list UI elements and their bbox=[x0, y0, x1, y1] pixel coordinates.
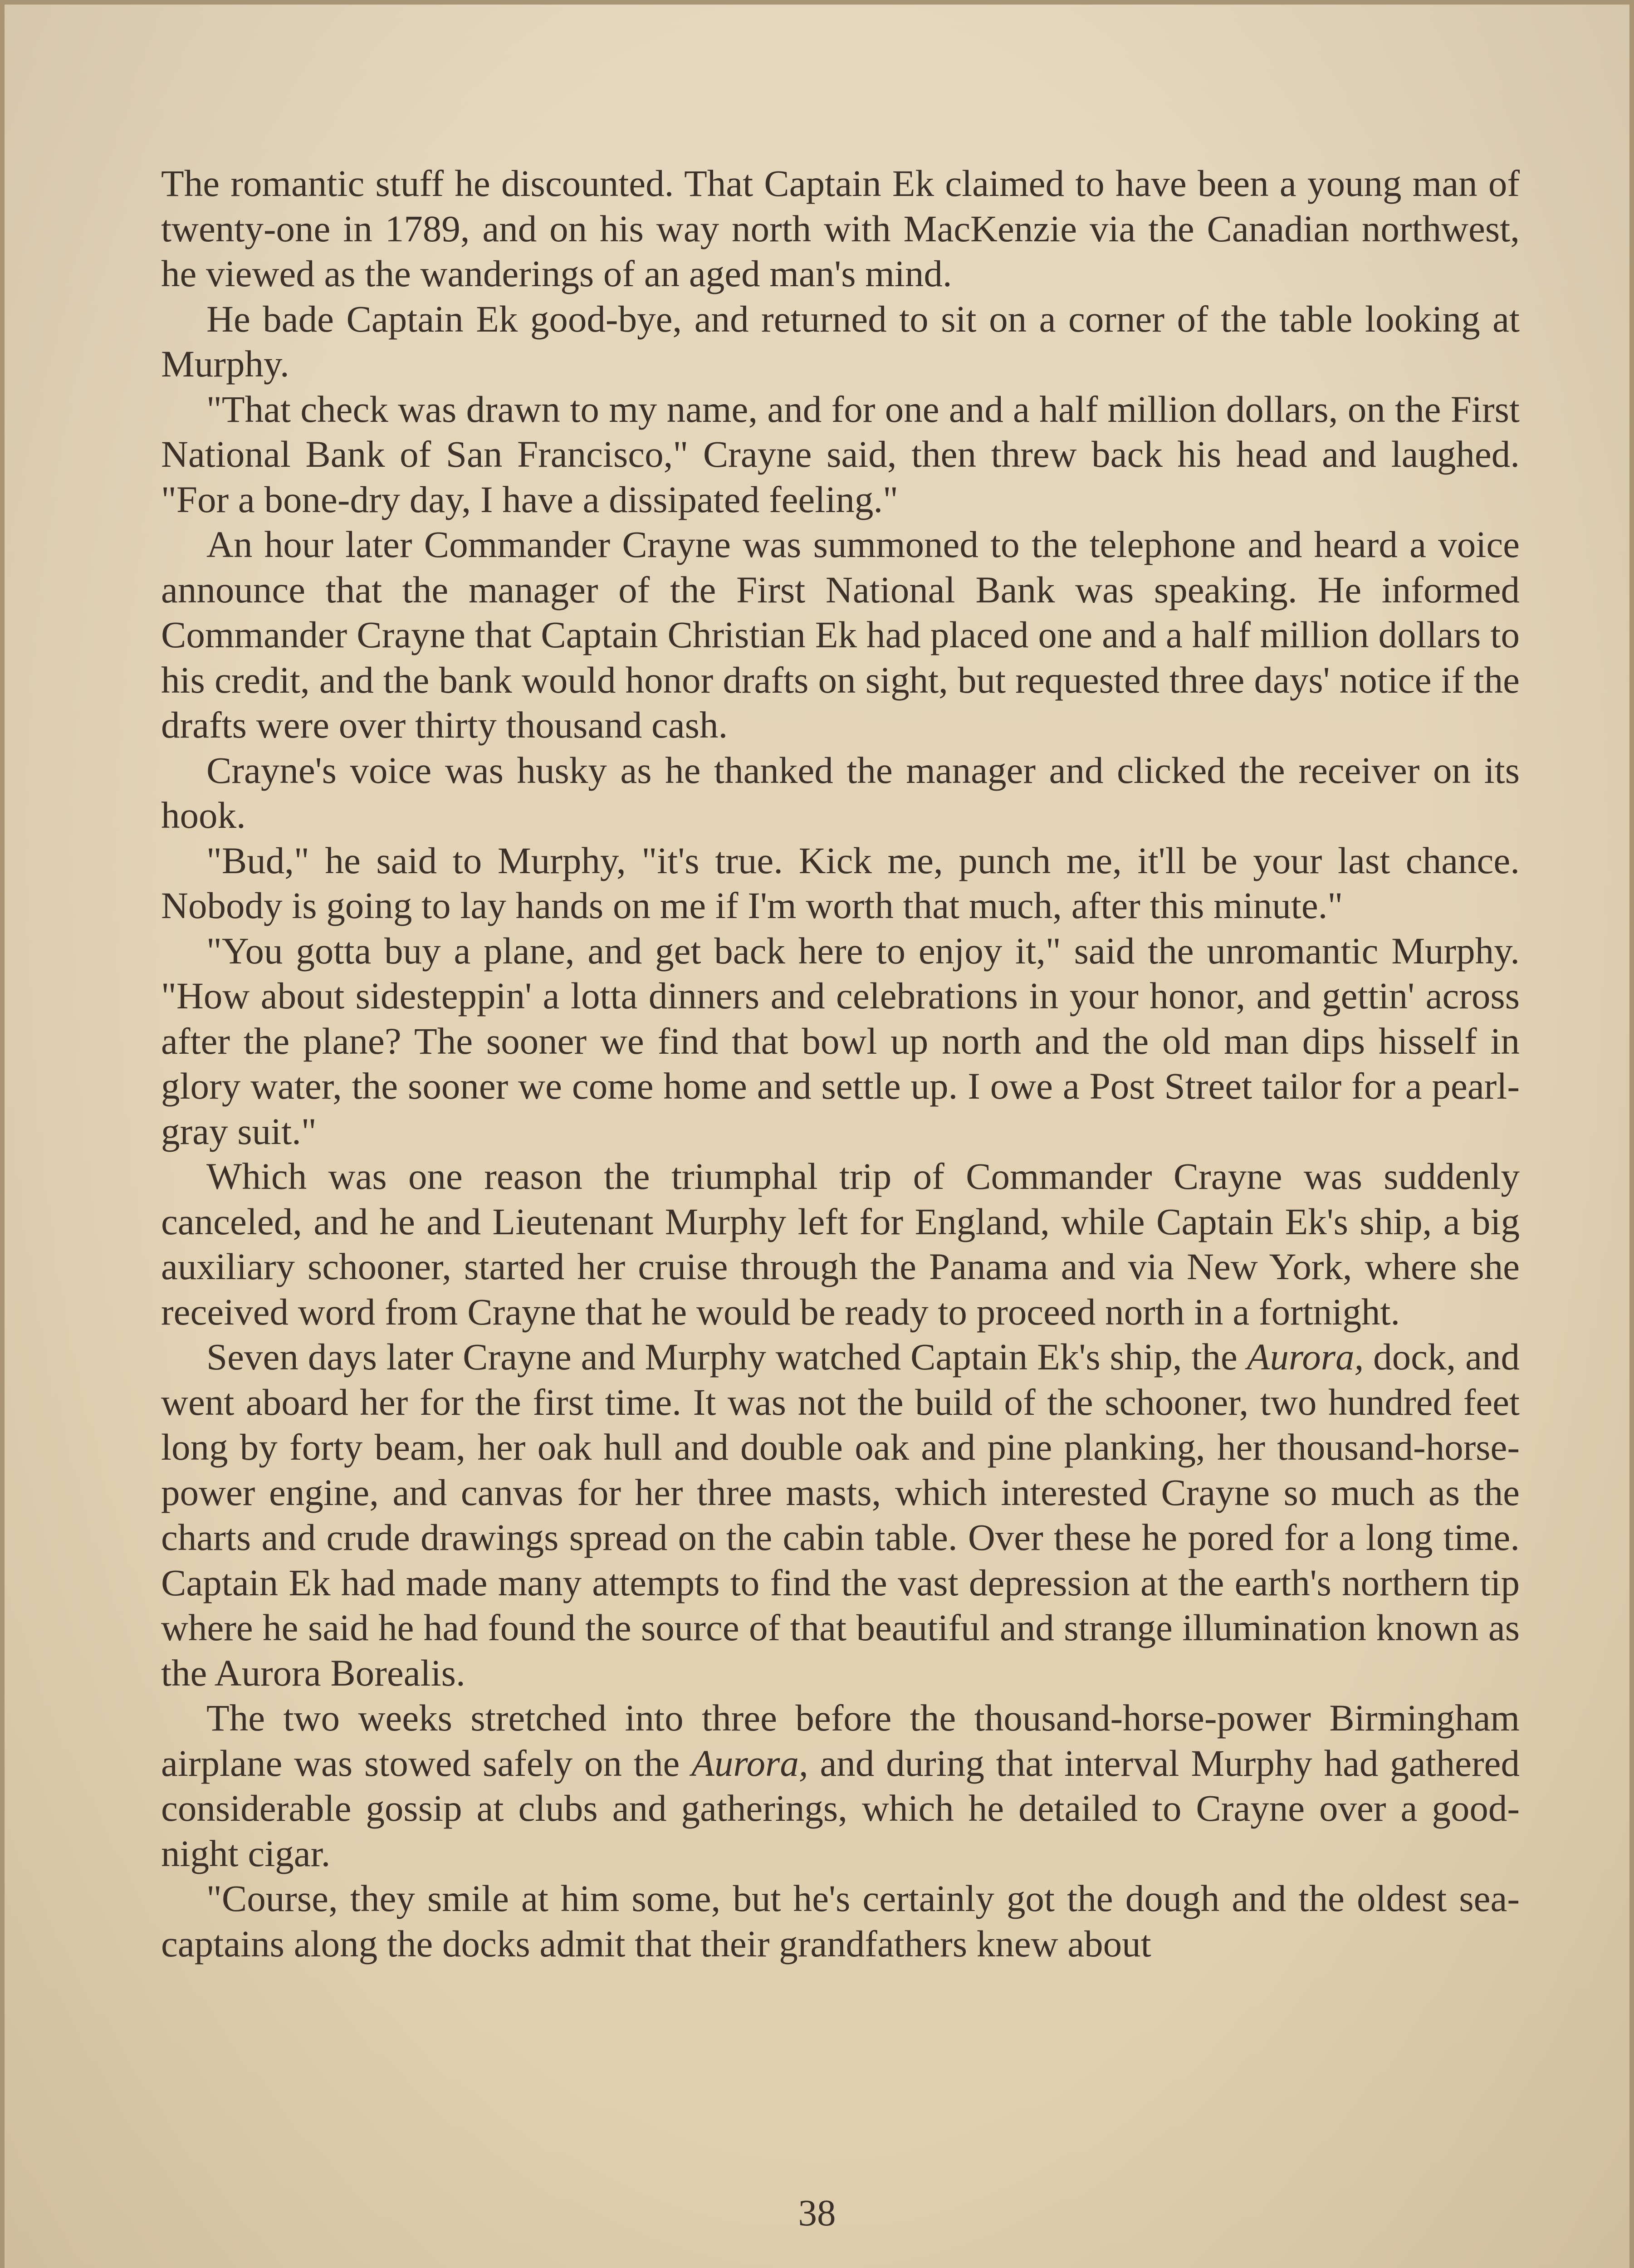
paragraph: Which was one reason the triumphal trip of Commander Crayne was suddenly canceled, and he and Lieutenant Murphy left for England, while Captain Ek's ship, a big auxiliary schooner, started her cruise through the Panama and via New York, where she received word from Crayne that he would be ready to proceed north in a fortnight. bbox=[161, 1155, 1520, 1333]
ship-name: Aurora, bbox=[1247, 1336, 1364, 1378]
paragraph: The romantic stuff he discounted. That Captain Ek claimed to have been a young man of twenty-one in 1789, and on his way north with MacKenzie via the Canadian northwest, he viewed as the wanderings of an aged man's mind. bbox=[161, 162, 1520, 294]
paragraph-text: Seven days later Crayne and Murphy watched Captain Ek's ship, the bbox=[206, 1336, 1247, 1378]
paragraph bbox=[161, 1334, 1520, 1696]
paragraph: He bade Captain Ek good-bye, and returned to sit on a corner of the table looking at Murphy. bbox=[161, 298, 1520, 385]
paragraph: "Bud," he said to Murphy, "it's true. Kick me, punch me, it'll be your last chance. Nobody is going to lay hands on me if I'm worth that much, after this minute." bbox=[161, 839, 1520, 926]
paragraph: Crayne's voice was husky as he thanked the manager and clicked the receiver on its hook. bbox=[161, 749, 1520, 836]
ship-name: Aurora, bbox=[691, 1742, 808, 1784]
page-number: 38 bbox=[798, 2192, 836, 2234]
body-text bbox=[161, 161, 1520, 1966]
paragraph: An hour later Commander Crayne was summoned to the telephone and heard a voice announce that the manager of the First National Bank was speaking. He informed Commander Crayne that Captain Christian Ek had placed one and a half million dollars to his credit, and the bank would honor drafts on sight, but requested three days' notice if the drafts were over thirty thousand cash. bbox=[161, 523, 1520, 746]
paragraph-text: dock, and went aboard her for the first time. It was not the build of the schooner, two hundred feet long by forty beam, her oak hull and double oak and pine planking, her thousand-horse-power engine, and canvas for her three masts, which interested Crayne so much as the charts and crude drawings spread on the cabin table. Over these he pored for a long time. Captain Ek had made many attempts to find the vast depression at the earth's northern tip where he said he had found the source of that beautiful and strange illumination known as the Aurora Borealis. bbox=[161, 1336, 1520, 1694]
paragraph: "You gotta buy a plane, and get back here to enjoy it," said the unromantic Murphy. "How about sidesteppin' a lotta dinners and celebrations in your honor, and gettin' across after the plane? The sooner we find that bowl up north and the old man dips hisself in glory water, the sooner we come home and settle up. I owe a Post Street tailor for a pearl-gray suit." bbox=[161, 929, 1520, 1152]
paragraph bbox=[161, 1696, 1520, 1876]
paragraph-text: and during that interval Murphy had gathered considerable gossip at clubs and gatherings, which he detailed to Crayne over a good-night cigar. bbox=[161, 1742, 1520, 1874]
paragraph: "Course, they smile at him some, but he's certainly got the dough and the oldest sea-captains along the docks admit that their grandfathers knew about bbox=[161, 1877, 1520, 1965]
paragraph: "That check was drawn to my name, and for one and a half million dollars, on the First National Bank of San Francisco," Crayne said, then threw back his head and laughed. "For a bone-dry day, I have a dissipated feeling." bbox=[161, 388, 1520, 520]
paragraph-text: The two weeks stretched into three before the thousand-horse-power Birmingham airplane was stowed safely on the bbox=[161, 1697, 1520, 1784]
